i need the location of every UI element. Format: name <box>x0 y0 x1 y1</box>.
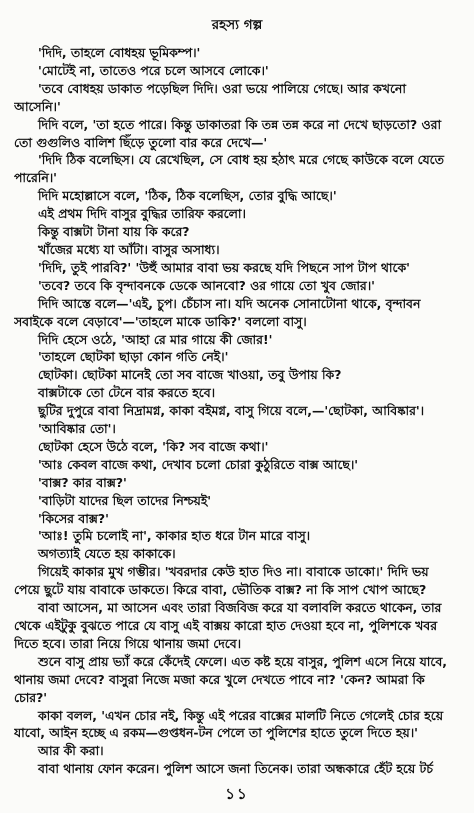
text-line: বাক্সটাকে তো টেনে বার করতে হবে। <box>38 385 216 401</box>
running-header: রহস্য গল্প <box>211 17 263 33</box>
text-line: 'দিদি, তাহলে বোধহয় ভূমিকম্প।' <box>38 45 201 60</box>
text-line: তো গুগুলিও বালিশ ছিঁড়ে তুলো বার করে দেখে—' <box>14 134 268 150</box>
text-line: ছোটকা হেসে উঠে বলে, 'কি? সব বাজে কথা।' <box>38 438 269 454</box>
story-text <box>14 44 460 778</box>
text-line: 'কিসের বাক্স?' <box>38 510 109 526</box>
text-line: থানায় জমা দেবে? বাসুরা নিজে মজা করে খুলে দেখতে পাবে না? 'কেন? আমরা কি <box>14 671 425 687</box>
text-line: দিদি বলে, 'তা হতে পারে। কিন্তু ডাকাতরা কি তন্ন তন্ন করে না দেখে ছাড়তো? ওরা <box>38 116 442 132</box>
text-line: অগত্যাই যেতে হয় কাকাকে। <box>38 546 176 562</box>
text-line: চোর?' <box>14 689 48 705</box>
text-line: ছোটকা। ছোটকা মানেই তো সব বাজে খাওয়া, তবু উপায় কি? <box>38 367 342 383</box>
text-line: কাকা বলল, 'এখন চোর নই, কিন্তু এই পরের বাক্সের মালটি নিতে গেলেই চোর হয়ে <box>38 707 444 723</box>
text-line: কিন্তু বাক্সটা টানা যায় কি করে? <box>38 224 190 240</box>
text-line: বাবা থানায় ফোন করেন। পুলিশ আসে জনা তিনেক। তারা অন্ধকারে হেঁট হয়ে টর্চ <box>38 761 433 777</box>
text-line: থেকে এইটুকু বুঝতে পারে যে বাসু এই বাক্সয় কারো হাত দেওয়া হবে না, পুলিশকে খবর <box>14 618 438 633</box>
text-line: 'আঃ কেবল বাজে কথা, দেখাব চলো চোরা কুঠুরিতে বাক্স আছে।' <box>38 456 359 472</box>
text-line: ছুটির দুপুরে বাবা নিদ্রামগ্ন, কাকা বইমগ্ন, বাসু গিয়ে বলে,—'ছোটকা, আবিষ্কার'। <box>38 403 425 419</box>
text-line: খাঁজের মধ্যে যা আঁটা। বাসুর অসাধ্য। <box>38 241 220 257</box>
text-line: 'আবিষ্কার তো'। <box>38 421 116 437</box>
text-line: দিদি হেসে ওঠে, 'আহা রে মার গায়ে কী জোর!' <box>38 331 273 347</box>
text-line: সবাইকে বলে বেড়াবে'—'তাহলে মাকে ডাকি?' বললো বাসু। <box>14 313 307 329</box>
text-line: 'বাক্স? কার বাক্স?' <box>38 474 127 490</box>
text-line: 'বাড়িটা যাদের ছিল তাদের নিশ্চয়ই' <box>38 492 212 508</box>
text-line: 'দিদি, তুই পারবি?' 'উহুঁ আমার বাবা ভয় করছে যদি পিছনে সাপ টাপ থাকে' <box>38 259 410 275</box>
text-line: দিতে হবে। তারা নিয়ে গিয়ে থানায় জমা দেবে। <box>14 635 242 651</box>
text-line: আর কী করা। <box>38 743 104 759</box>
text-line: দিদি আস্তে বলে—'এই, চুপ। চেঁচাস না। যদি অনেক সোনাটোনা থাকে, বৃন্দাবন <box>38 295 421 311</box>
text-line: এই প্রথম দিদি বাসুর বুদ্ধির তারিফ করলো। <box>38 206 246 222</box>
text-line: যাবো, আইন হচ্ছে এ রকম—গুপ্তধন-টন পেলে তা পুলিশের হাতে তুলে দিতে হয়।' <box>14 725 418 741</box>
text-line: 'তাহলে ছোটকা ছাড়া কোন গতি নেই।' <box>38 349 229 365</box>
text-line: পারেনি।' <box>14 170 57 186</box>
text-line: 'দিদি ঠিক বলেছিস। যে রেখেছিল, সে বোধ হয় হঠাৎ মরে গেছে কাউকে বলে যেতে <box>38 152 444 168</box>
text-line: পেয়ে ছুটে যায় বাবাকে ডাকতে। কিরে বাবা, ভৌতিক বাক্স? না কি সাপ খোপ আছে? <box>14 582 427 598</box>
text-line: বাবা আসেন, মা আসেন এবং তারা বিজবিজ করে যা বলাবলি করতে থাকেন, তার <box>38 600 442 616</box>
text-line: 'তবে বোধহয় ডাকাত পড়েছিল দিদি। ওরা ভয়ে পালিয়ে গেছে। আর কখনো <box>38 80 406 96</box>
page-number: ১১ <box>225 785 249 803</box>
text-line: গিয়েই কাকার মুখ গম্ভীর। 'খবরদার কেউ হাত দিও না। বাবাকে ডাকো।' দিদি ভয় <box>38 564 429 580</box>
text-line: 'মোটেই না, তাতেও পরে চলে আসবে লোকে।' <box>38 62 269 78</box>
text-line: 'আঃ! তুমি চলোই না', কাকার হাত ধরে টান মারে বাসু। <box>38 528 311 544</box>
text-line: দিদি মহোল্লাসে বলে, 'ঠিক, ঠিক বলেছিস, তোর বুদ্ধি আছে।' <box>38 188 337 204</box>
text-line: শুনে বাসু প্রায় ভ্যাঁ করে কেঁদেই ফেলে। এত কষ্ট হয়ে বাসুর, পুলিশ এসে নিয়ে যাবে, <box>38 653 447 669</box>
text-line: আসেনি।' <box>14 98 61 114</box>
text-line: 'তবে? তবে কি বৃন্দাবনকে ডেকে আনবো? ওর গায়ে তো খুব জোর।' <box>38 277 375 293</box>
